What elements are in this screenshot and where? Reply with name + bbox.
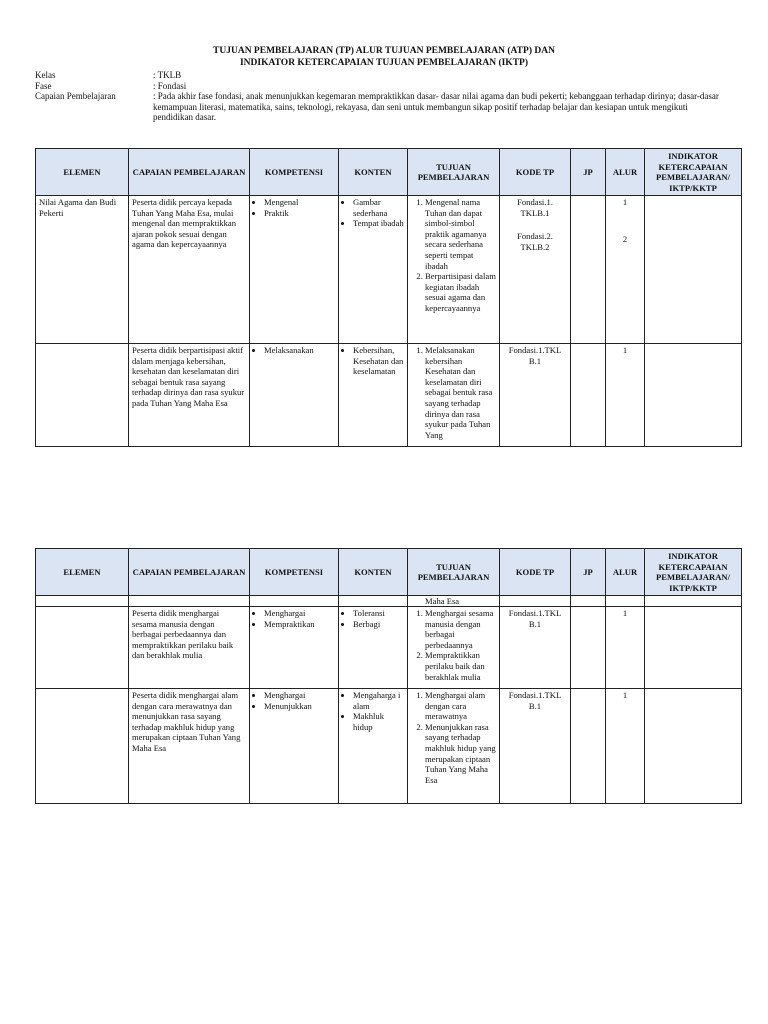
header-tujuan: TUJUAN PEMBELAJARAN <box>408 149 500 196</box>
konten-item: • Mengaharga i alam <box>353 690 404 711</box>
cell-kompetensi <box>250 689 339 804</box>
header-kode: KODE TP <box>500 149 571 196</box>
alur: 1 <box>622 608 628 618</box>
konten-item: • Tempat ibadah <box>353 218 404 229</box>
atp-table-1 <box>35 148 742 447</box>
header-alur: ALUR <box>606 549 645 596</box>
header-kompetensi: KOMPETENSI <box>250 549 339 596</box>
cell-konten <box>339 596 408 607</box>
table-row-carryover <box>36 596 742 607</box>
kompetensi-item: • Mempraktikan <box>264 619 335 630</box>
konten-item: • Berbagi <box>353 619 404 630</box>
table-row <box>36 607 742 689</box>
cell-tujuan <box>408 596 500 607</box>
konten-item: • Kebersihan, Kesehatan dan keselamatan <box>353 345 404 377</box>
cell-jp <box>571 689 606 804</box>
capaian-text: Peserta didik menghargai alam dengan cara merawatnya dan menunjukkan rasa sayang terhadap makhluk hidup yang merupakan ciptaan Tuhan Yang Maha Esa <box>132 690 241 753</box>
cell-kompetensi <box>250 196 339 344</box>
tujuan-item: 1. Menghargai alam dengan cara merawatnya <box>425 690 496 722</box>
kompetensi-item: • Praktik <box>264 208 335 219</box>
cell-jp <box>571 607 606 689</box>
cell-elemen <box>36 344 129 447</box>
cell-tujuan <box>408 689 500 804</box>
cell-konten <box>339 196 408 344</box>
kode-tp-2: Fondasi.2. TKLB.2 <box>517 231 553 252</box>
cell-capaian <box>129 196 250 344</box>
kode-tp: Fondasi.1.TKL B.1 <box>508 690 562 711</box>
cell-alur <box>606 196 645 344</box>
capaian-value: : Pada akhir fase fondasi, anak menunjukkan kegemaran mempraktikkan dasar- dasar nilai agama dan budi pekerti; kebanggaan terhadap dirinya; dasar-dasar kemampuan literasi, matematika, sains, teknologi, rekayasa, dan seni untuk membangun sikap positif terhadap belajar dan kesiapan untuk mengikuti pendidikan dasar. <box>153 91 719 122</box>
konten-item: • Makhluk hidup <box>353 711 404 732</box>
cell-tujuan <box>408 344 500 447</box>
kompetensi-item: • Menghargai <box>264 690 335 701</box>
table-row <box>36 689 742 804</box>
konten-item: • Toleransi <box>353 608 404 619</box>
cell-jp <box>571 196 606 344</box>
cell-kompetensi <box>250 607 339 689</box>
title-line-2: INDIKATOR KETERCAPAIAN TUJUAN PEMBELAJARAN (IKTP) <box>239 58 528 68</box>
cell-tujuan <box>408 196 500 344</box>
table-header-row <box>36 549 742 596</box>
capaian-text: Peserta didik menghargai sesama manusia dengan berbagai perbedaannya dan mempraktikkan perilaku baik dan berakhlak mulia <box>132 608 234 661</box>
fase-label: Fase <box>35 80 52 91</box>
cell-kode <box>500 607 571 689</box>
header-capaian: CAPAIAN PEMBELAJARAN <box>129 149 250 196</box>
header-jp: JP <box>571 149 606 196</box>
cell-elemen <box>36 596 129 607</box>
meta-kelas <box>35 70 723 81</box>
meta-fase <box>35 81 723 92</box>
header-konten: KONTEN <box>339 149 408 196</box>
cell-kode <box>500 344 571 447</box>
cell-konten <box>339 344 408 447</box>
tujuan-item: 2. Menunjukkan rasa sayang terhadap makhluk hidup yang merupakan ciptaan Tuhan Yang Maha Esa <box>425 722 496 786</box>
capaian-label: Capaian Pembelajaran <box>35 91 116 101</box>
header-capaian: CAPAIAN PEMBELAJARAN <box>129 549 250 596</box>
kompetensi-item: • Menunjukkan <box>264 701 335 712</box>
header-jp: JP <box>571 549 606 596</box>
cell-jp <box>571 344 606 447</box>
cell-capaian <box>129 607 250 689</box>
header-indikator: INDIKATOR KETERCAPAIAN PEMBELAJARAN/ IKTP/KKTP <box>645 149 742 196</box>
cell-kompetensi <box>250 596 339 607</box>
cell-kode <box>500 596 571 607</box>
header-tujuan: TUJUAN PEMBELAJARAN <box>408 549 500 596</box>
cell-tujuan <box>408 607 500 689</box>
cell-kode <box>500 196 571 344</box>
cell-indikator <box>645 607 742 689</box>
kompetensi-item: • Menghargai <box>264 608 335 619</box>
kode-tp: Fondasi.1.TKL B.1 <box>508 608 562 629</box>
meta-capaian <box>35 91 723 123</box>
capaian-text: Peserta didik percaya kepada Tuhan Yang Maha Esa, mulai mengenal dan mempraktikkan ajaran pokok sesuai dengan agama dan kepercayaannya <box>132 197 237 250</box>
tujuan-item: 1. Melaksanakan kebersihan Kesehatan dan keselamatan diri sebagai bentuk rasa sayang terhadap dirinya dan rasa syukur pada Tuhan Yang <box>425 345 496 440</box>
cell-alur <box>606 689 645 804</box>
cell-capaian <box>129 689 250 804</box>
table-row <box>36 344 742 447</box>
tujuan-carryover-text: Maha Esa <box>425 596 460 606</box>
cell-capaian <box>129 596 250 607</box>
cell-alur <box>606 607 645 689</box>
cell-elemen <box>36 196 129 344</box>
alur-1: 1 <box>622 197 628 207</box>
header-elemen: ELEMEN <box>36 549 129 596</box>
konten-item: • Gambar sederhana <box>353 197 404 218</box>
kelas-label: Kelas <box>35 70 56 80</box>
cell-alur <box>606 344 645 447</box>
alur-2: 2 <box>622 233 628 244</box>
header-elemen: ELEMEN <box>36 149 129 196</box>
document-title <box>0 45 768 69</box>
header-alur: ALUR <box>606 149 645 196</box>
cell-alur <box>606 596 645 607</box>
kode-tp-1: Fondasi.1. TKLB.1 <box>517 197 553 218</box>
atp-table-2 <box>35 548 742 804</box>
cell-indikator <box>645 689 742 804</box>
cell-indikator <box>645 596 742 607</box>
header-kompetensi: KOMPETENSI <box>250 149 339 196</box>
header-indikator: INDIKATOR KETERCAPAIAN PEMBELAJARAN/ IKTP/KKTP <box>645 549 742 596</box>
document-meta <box>35 70 723 123</box>
tujuan-item: 2. Mempraktikkan perilaku baik dan berakhlak mulia <box>425 650 496 682</box>
kompetensi-item: • Melaksanakan <box>264 345 335 356</box>
tujuan-item: 1. Menghargai sesama manusia dengan berbagai perbedaannya <box>425 608 496 650</box>
header-konten: KONTEN <box>339 549 408 596</box>
alur: 1 <box>622 345 628 355</box>
cell-elemen <box>36 689 129 804</box>
fase-value: : Fondasi <box>153 80 187 91</box>
capaian-text: Peserta didik berpartisipasi aktif dalam menjaga kebersihan, kesehatan dan keselamatan diri sebagai bentuk rasa sayang terhadap dirinya dan rasa syukur pada Tuhan Yang Maha Esa <box>132 345 245 408</box>
cell-indikator <box>645 196 742 344</box>
tujuan-item: 1. Mengenal nama Tuhan dan dapat simbol-simbol praktik agamanya secara sederhana seperti tempat ibadah <box>425 197 496 271</box>
title-line-1: TUJUAN PEMBELAJARAN (TP) ALUR TUJUAN PEMBELAJARAN (ATP) DAN <box>213 46 555 56</box>
cell-indikator <box>645 344 742 447</box>
cell-kode <box>500 689 571 804</box>
elemen-text: Nilai Agama dan Budi Pekerti <box>39 197 117 218</box>
cell-elemen <box>36 607 129 689</box>
cell-jp <box>571 596 606 607</box>
alur: 1 <box>622 690 628 700</box>
table-header-row <box>36 149 742 196</box>
kode-tp: Fondasi.1.TKL B.1 <box>508 345 562 366</box>
header-kode: KODE TP <box>500 549 571 596</box>
kelas-value: : TKLB <box>153 70 182 80</box>
kompetensi-item: • Mengenal <box>264 197 335 208</box>
cell-kompetensi <box>250 344 339 447</box>
cell-konten <box>339 689 408 804</box>
table-row <box>36 196 742 344</box>
tujuan-item: 2. Berpartisipasi dalam kegiatan ibadah sesuai agama dan kepercayaannya <box>425 271 496 313</box>
cell-capaian <box>129 344 250 447</box>
cell-konten <box>339 607 408 689</box>
